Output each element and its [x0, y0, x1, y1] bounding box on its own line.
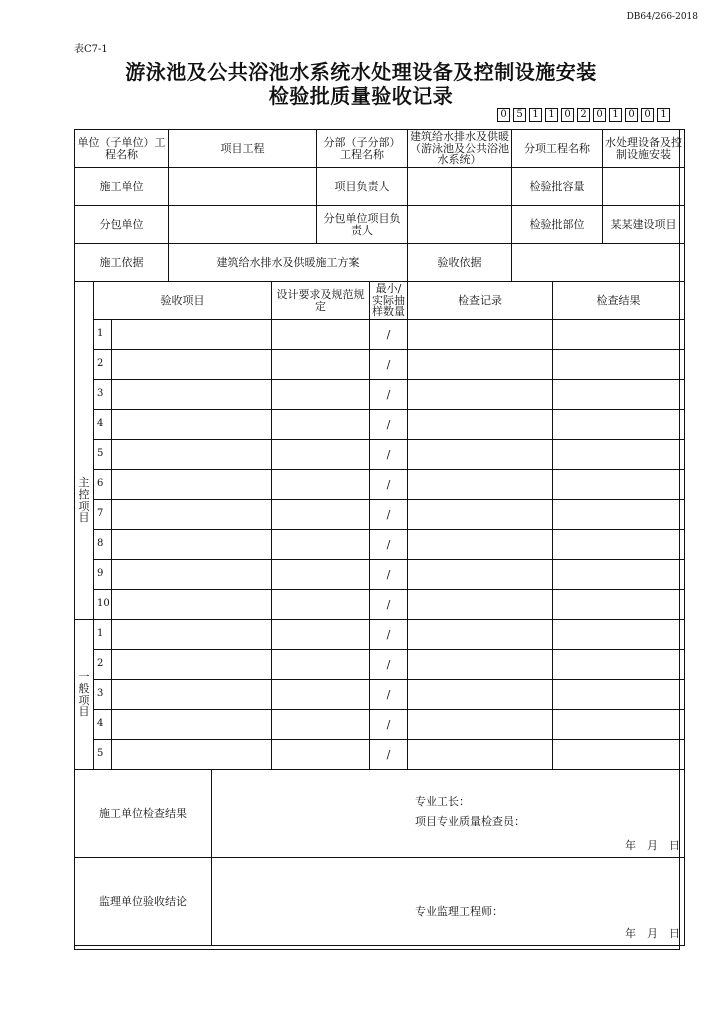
- design-cell[interactable]: [272, 680, 370, 710]
- design-cell[interactable]: [272, 500, 370, 530]
- record-code-boxes: [494, 108, 670, 122]
- design-cell[interactable]: [272, 410, 370, 440]
- item-cell[interactable]: [112, 530, 272, 560]
- result-cell[interactable]: [553, 620, 685, 650]
- batch-location-value: 某某建设项目: [603, 206, 685, 244]
- general-label: 一般项目: [75, 620, 94, 770]
- code-digit-box: 0: [593, 108, 606, 122]
- result-cell[interactable]: [553, 470, 685, 500]
- result-cell[interactable]: [553, 590, 685, 620]
- item-cell[interactable]: [112, 740, 272, 770]
- sample-cell[interactable]: /: [370, 320, 408, 350]
- design-cell[interactable]: [272, 740, 370, 770]
- row-number: 6: [94, 470, 112, 500]
- subcontract-unit-label: 分包单位: [75, 206, 169, 244]
- construction-unit-label: 施工单位: [75, 168, 169, 206]
- result-cell[interactable]: [553, 410, 685, 440]
- acceptance-basis-label: 验收依据: [408, 244, 512, 282]
- design-cell[interactable]: [272, 470, 370, 500]
- table-row: [75, 620, 685, 650]
- item-cell[interactable]: [112, 380, 272, 410]
- construction-unit-value: [169, 168, 317, 206]
- row-number: 3: [94, 680, 112, 710]
- item-cell[interactable]: [112, 560, 272, 590]
- result-cell[interactable]: [553, 560, 685, 590]
- record-cell[interactable]: [408, 500, 553, 530]
- code-digit-box: 0: [497, 108, 510, 122]
- sample-cell[interactable]: /: [370, 620, 408, 650]
- table-row: [75, 380, 685, 410]
- row-number: 9: [94, 560, 112, 590]
- code-digit-box: 0: [561, 108, 574, 122]
- result-cell[interactable]: [553, 680, 685, 710]
- design-cell[interactable]: [272, 590, 370, 620]
- page-subtitle: 检验批质量验收记录: [268, 84, 454, 108]
- column-header-item: 验收项目: [94, 282, 272, 320]
- record-cell[interactable]: [408, 560, 553, 590]
- code-digit-box: 0: [625, 108, 638, 122]
- code-digit-box: 1: [529, 108, 542, 122]
- sample-cell[interactable]: /: [370, 470, 408, 500]
- sample-cell[interactable]: /: [370, 740, 408, 770]
- item-cell[interactable]: [112, 320, 272, 350]
- table-row: [75, 650, 685, 680]
- record-cell[interactable]: [408, 410, 553, 440]
- foreman-label: 专业工长：: [415, 795, 470, 808]
- table-row: [75, 470, 685, 500]
- row-number: 1: [94, 620, 112, 650]
- supervision-engineer-label: 专业监理工程师：: [415, 905, 503, 918]
- batch-location-label: 检验批部位: [512, 206, 603, 244]
- table-row: [75, 500, 685, 530]
- project-manager-label: 项目负责人: [317, 168, 408, 206]
- result-cell[interactable]: [553, 740, 685, 770]
- sample-cell[interactable]: /: [370, 590, 408, 620]
- item-cell[interactable]: [112, 710, 272, 740]
- sample-cell[interactable]: /: [370, 710, 408, 740]
- design-cell[interactable]: [272, 650, 370, 680]
- sample-cell[interactable]: /: [370, 560, 408, 590]
- table-row: [75, 560, 685, 590]
- branch-label: 分部（子分部）工程名称: [317, 130, 408, 168]
- item-cell[interactable]: [112, 470, 272, 500]
- design-cell[interactable]: [272, 710, 370, 740]
- row-number: 7: [94, 500, 112, 530]
- sample-cell[interactable]: /: [370, 530, 408, 560]
- column-header-design: 设计要求及规范规定: [272, 282, 370, 320]
- record-cell[interactable]: [408, 620, 553, 650]
- row-number: 5: [94, 440, 112, 470]
- inspector-label: 项目专业质量检查员：: [415, 815, 525, 828]
- item-cell[interactable]: [112, 440, 272, 470]
- table-row: [75, 410, 685, 440]
- row-number: 1: [94, 320, 112, 350]
- design-cell[interactable]: [272, 320, 370, 350]
- record-cell[interactable]: [408, 650, 553, 680]
- unit-label: 单位（子单位）工程名称: [75, 130, 169, 168]
- column-header-sample: 最小/实际抽样数量: [370, 282, 408, 320]
- subcontract-unit-value: [169, 206, 317, 244]
- sample-cell[interactable]: /: [370, 680, 408, 710]
- column-header-record: 检查记录: [408, 282, 553, 320]
- result-cell[interactable]: [553, 530, 685, 560]
- inspection-record-table: [74, 129, 685, 946]
- record-cell[interactable]: [408, 350, 553, 380]
- design-cell[interactable]: [272, 560, 370, 590]
- table-row: [75, 710, 685, 740]
- construction-check-area[interactable]: [212, 770, 685, 858]
- basis-value: 建筑给水排水及供暖施工方案: [169, 244, 408, 282]
- standard-number: DB64/266-2018: [626, 12, 698, 22]
- record-cell[interactable]: [408, 590, 553, 620]
- record-cell[interactable]: [408, 470, 553, 500]
- row-number: 5: [94, 740, 112, 770]
- code-digit-box: 5: [513, 108, 526, 122]
- record-cell[interactable]: [408, 710, 553, 740]
- row-number: 3: [94, 380, 112, 410]
- form-number: 表C7-1: [74, 44, 108, 55]
- result-cell[interactable]: [553, 710, 685, 740]
- supervision-date: 年 月 日: [625, 927, 681, 940]
- table-row: [75, 680, 685, 710]
- item-cell[interactable]: [112, 620, 272, 650]
- result-cell[interactable]: [553, 500, 685, 530]
- record-cell[interactable]: [408, 440, 553, 470]
- row-number: 10: [94, 590, 112, 620]
- subcontract-manager-value: [408, 206, 512, 244]
- design-cell[interactable]: [272, 350, 370, 380]
- sample-cell[interactable]: /: [370, 350, 408, 380]
- design-cell[interactable]: [272, 380, 370, 410]
- row-number: 2: [94, 650, 112, 680]
- subcontract-manager-label: 分包单位项目负责人: [317, 206, 408, 244]
- row-number: 2: [94, 350, 112, 380]
- row-number: 4: [94, 710, 112, 740]
- record-cell[interactable]: [408, 380, 553, 410]
- basis-label: 施工依据: [75, 244, 169, 282]
- code-digit-box: 0: [641, 108, 654, 122]
- sample-cell[interactable]: /: [370, 410, 408, 440]
- design-cell[interactable]: [272, 440, 370, 470]
- record-cell[interactable]: [408, 740, 553, 770]
- code-digit-box: 1: [657, 108, 670, 122]
- sample-cell[interactable]: /: [370, 650, 408, 680]
- subitem-label: 分项工程名称: [512, 130, 603, 168]
- subitem-value: 水处理设备及控制设施安装: [603, 130, 685, 168]
- result-cell[interactable]: [553, 440, 685, 470]
- batch-capacity-label: 检验批容量: [512, 168, 603, 206]
- item-cell[interactable]: [112, 590, 272, 620]
- code-digit-box: 1: [609, 108, 622, 122]
- column-header-result: 检查结果: [553, 282, 685, 320]
- supervision-area[interactable]: [212, 858, 685, 946]
- record-cell[interactable]: [408, 320, 553, 350]
- table-row: [75, 590, 685, 620]
- unit-value: 项目工程: [169, 130, 317, 168]
- table-row: [75, 530, 685, 560]
- item-cell[interactable]: [112, 500, 272, 530]
- supervision-label: 监理单位验收结论: [75, 858, 212, 946]
- item-cell[interactable]: [112, 680, 272, 710]
- main-control-label: 主控项目: [75, 282, 94, 620]
- page-title: 游泳池及公共浴池水系统水处理设备及控制设施安装: [125, 60, 597, 84]
- sample-cell[interactable]: /: [370, 500, 408, 530]
- design-cell[interactable]: [272, 620, 370, 650]
- item-cell[interactable]: [112, 410, 272, 440]
- table-row: [75, 440, 685, 470]
- code-digit-box: 1: [545, 108, 558, 122]
- result-cell[interactable]: [553, 650, 685, 680]
- design-cell[interactable]: [272, 530, 370, 560]
- batch-capacity-value: [603, 168, 685, 206]
- result-cell[interactable]: [553, 320, 685, 350]
- construction-check-label: 施工单位检查结果: [75, 770, 212, 858]
- item-cell[interactable]: [112, 350, 272, 380]
- project-manager-value: [408, 168, 512, 206]
- sample-cell[interactable]: /: [370, 440, 408, 470]
- table-row: [75, 740, 685, 770]
- item-cell[interactable]: [112, 650, 272, 680]
- row-number: 4: [94, 410, 112, 440]
- result-cell[interactable]: [553, 380, 685, 410]
- record-cell[interactable]: [408, 680, 553, 710]
- acceptance-basis-value: [512, 244, 685, 282]
- branch-value: 建筑给水排水及供暖（游泳池及公共浴池水系统）: [408, 130, 512, 168]
- table-row: [75, 320, 685, 350]
- code-digit-box: 2: [577, 108, 590, 122]
- record-cell[interactable]: [408, 530, 553, 560]
- table-row: [75, 350, 685, 380]
- construction-date: 年 月 日: [625, 839, 681, 852]
- result-cell[interactable]: [553, 350, 685, 380]
- row-number: 8: [94, 530, 112, 560]
- sample-cell[interactable]: /: [370, 380, 408, 410]
